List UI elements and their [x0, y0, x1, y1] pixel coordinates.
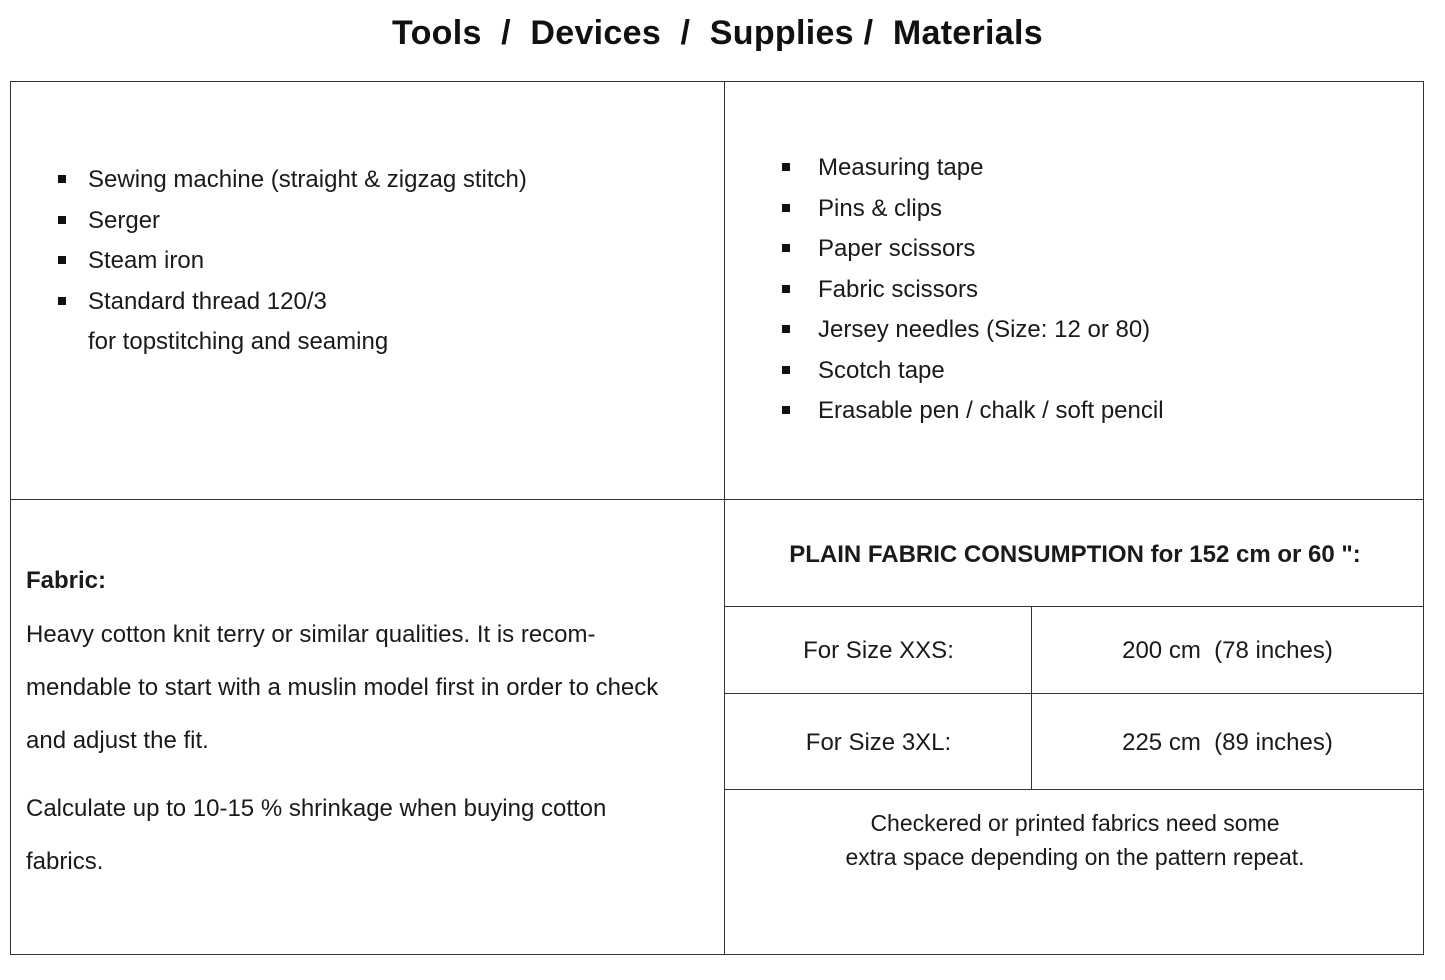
- note-line: Checkered or printed fabrics need some: [870, 810, 1280, 836]
- list-item: [726, 351, 1423, 392]
- devices-list: [11, 160, 723, 363]
- supplies-list: [726, 148, 1423, 432]
- size-row-divider: [725, 693, 1423, 694]
- bullet-icon: [782, 244, 790, 252]
- note-divider: [725, 789, 1423, 790]
- size-value-xxs: 200 cm (78 inches): [1122, 637, 1333, 664]
- list-item: [726, 270, 1423, 311]
- device-label: Standard thread 120/3: [88, 287, 327, 315]
- list-item: [726, 148, 1423, 189]
- bullet-icon: [782, 406, 790, 414]
- devices-cell: [11, 160, 723, 363]
- fabric-heading: Fabric:: [26, 567, 107, 594]
- bullet-icon: [58, 175, 66, 183]
- list-item: [726, 391, 1423, 432]
- supply-label: Pins & clips: [818, 194, 943, 222]
- list-item: [726, 189, 1423, 230]
- bullet-icon: [782, 163, 790, 171]
- note-line: extra space depending on the pattern repeat.: [845, 844, 1305, 870]
- page-title: Tools / Devices / Supplies / Materials: [392, 14, 1043, 52]
- shrinkage-note: Calculate up to 10-15 % shrinkage when buying cotton fabrics.: [26, 795, 607, 875]
- list-item: [11, 160, 723, 201]
- device-label: Steam iron: [88, 247, 205, 274]
- bullet-icon: [782, 325, 790, 333]
- consumption-title: PLAIN FABRIC CONSUMPTION for 152 cm or 60 ":: [789, 541, 1361, 568]
- supply-label: Erasable pen / chalk / soft pencil: [818, 397, 1164, 424]
- bullet-icon: [58, 216, 66, 224]
- supplies-cell: [726, 148, 1423, 432]
- list-item: [11, 282, 723, 363]
- bullet-icon: [58, 256, 66, 264]
- device-sublabel: for topstitching and seaming: [88, 328, 389, 355]
- size-label-3xl: For Size 3XL:: [805, 729, 952, 756]
- supply-label: Paper scissors: [818, 235, 976, 262]
- supply-label: Jersey needles (Size: 12 or 80): [818, 316, 1151, 343]
- supply-label: Measuring tape: [818, 154, 984, 181]
- list-item: [11, 201, 723, 242]
- list-item: [726, 310, 1423, 351]
- list-item: [726, 229, 1423, 270]
- device-label: Sewing machine (straight & zigzag stitch): [88, 166, 527, 193]
- bullet-icon: [782, 204, 790, 212]
- size-label-xxs: For Size XXS:: [803, 637, 954, 664]
- row-divider: [11, 499, 1423, 500]
- column-divider: [724, 82, 725, 954]
- size-value-3xl: 225 cm (89 inches): [1122, 729, 1333, 756]
- bullet-icon: [782, 285, 790, 293]
- device-label: Serger: [88, 206, 161, 234]
- bullet-icon: [782, 366, 790, 374]
- list-item: [11, 241, 723, 282]
- fabric-description: Heavy cotton knit terry or similar qualities. It is recom-mendable to start with a muslin model first in order to check and adjust the fit.: [26, 621, 659, 754]
- supply-label: Scotch tape: [818, 356, 945, 384]
- consumption-title-divider: [725, 606, 1423, 607]
- supply-label: Fabric scissors: [818, 275, 979, 303]
- bullet-icon: [58, 297, 66, 305]
- pattern-repeat-note: [726, 806, 1424, 874]
